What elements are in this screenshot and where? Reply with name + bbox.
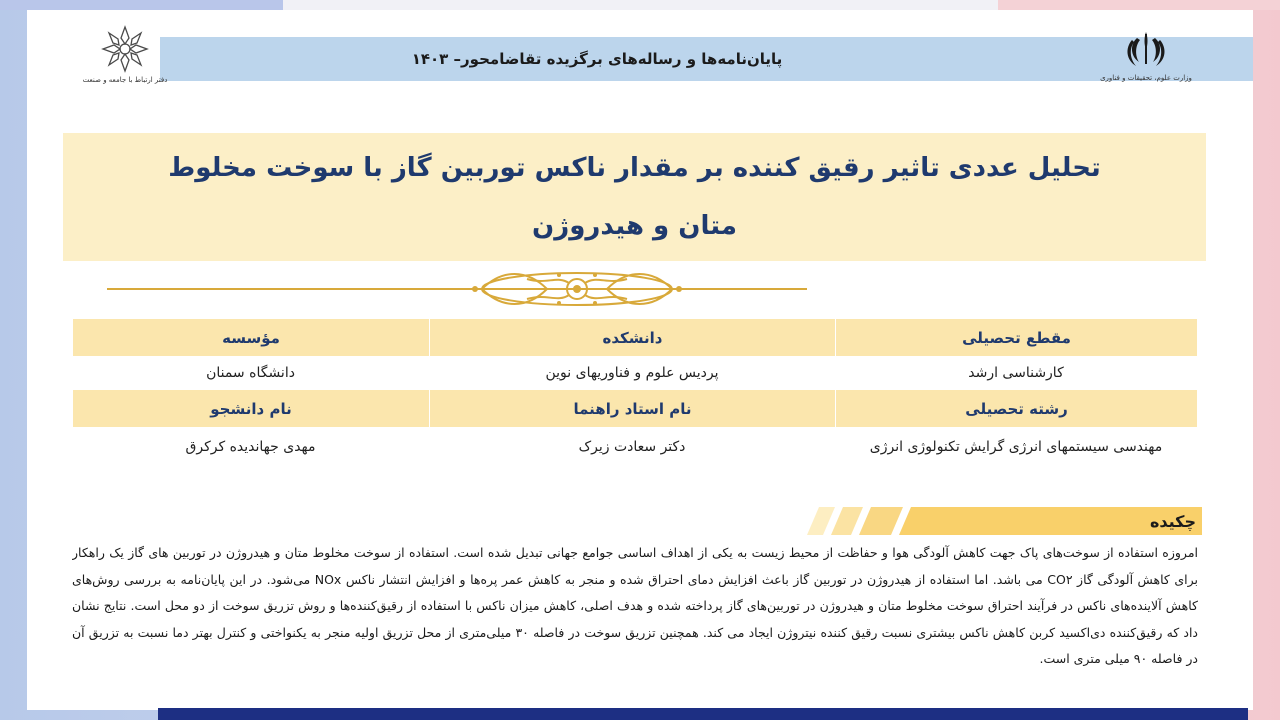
supervisor-label: نام استاد راهنما <box>429 390 835 427</box>
top-strip-right <box>998 0 1280 10</box>
abstract-text: امروزه استفاده از سوخت‌های پاک جهت کاهش آلودگی هوا و حفاظت از محیط زیست به یکی از اهداف اساسی جوامع جهانی تبدیل شده است. استفاده از سوخت مخلوط متان و هیدروژن در توربین های گاز یک راهکار برای کاهش آلودگی گاز CO۲ می باشد. اما استفاده از هیدروژن در توربین گاز باعث افزایش دمای احتراق شده و منجر به کاهش عمر پره‌ها و افزایش انتشار ناکس NOx می‌شود. در این پایان‌نامه به بررسی روش‌های کاهش آلاینده‌های ناکس در فرآیند احتراق سوخت مخلوط متان و هیدروژن در توربین‌های گاز پرداخته شده و هدف اصلی، کاهش میزان ناکس با استفاده از رقیق‌کننده‌ها و روش تزریق سوخت از دو محل است. نتایج نشان داد که رقیق‌کننده دی‌اکسید کربن کاهش ناکس بیشتری نسبت رقیق کننده نیتروژن ایجاد می کند. همچنین تزریق سوخت در فاصله ۳۰ میلی‌متری از محل تزریق اولیه منجر به یکنواختی و کنترل بهتر دما نسبت به تزریق آن در فاصله ۹۰ میلی متری است. <box>72 545 1198 666</box>
slide-page <box>27 10 1253 710</box>
degree-label: مقطع تحصیلی <box>835 319 1197 356</box>
thesis-title: تحلیل عددی تاثیر رقیق کننده بر مقدار ناکس توربین گاز با سوخت مخلوط متان و هیدروژن <box>168 153 1101 241</box>
field-label: رشته تحصیلی <box>835 390 1197 427</box>
institution-value: دانشگاه سمنان <box>206 365 295 381</box>
right-logo-caption: وزارت علوم، تحقیقات و فناوری <box>1100 74 1192 82</box>
info-header-row <box>72 390 1197 427</box>
top-strip-middle <box>283 0 998 10</box>
left-logo <box>82 24 168 92</box>
institution-label: مؤسسه <box>72 319 429 356</box>
left-logo-caption: دفتر ارتباط با جامعه و صنعت <box>82 76 168 84</box>
info-value-row <box>72 427 1197 495</box>
supervisor-value: دکتر سعادت زیرک <box>578 439 686 455</box>
gold-ornament-icon <box>107 265 807 315</box>
top-strip-left <box>0 0 283 10</box>
field-value: مهندسی سیستمهای انرژی گرایش تکنولوژی انرژی <box>869 439 1163 455</box>
right-logo <box>1100 28 1192 96</box>
student-label: نام دانشجو <box>72 390 429 427</box>
header-title: پایان‌نامه‌ها و رساله‌های برگزیده تقاضامحور– ۱۴۰۳ <box>411 50 783 68</box>
degree-value: کارشناسی ارشد <box>968 365 1064 381</box>
info-header-row <box>72 319 1197 356</box>
faculty-value: پردیس علوم و فناوریهای نوین <box>545 365 719 381</box>
thesis-info-table <box>72 319 1197 495</box>
info-value-row <box>72 356 1197 390</box>
abstract-label: چکیده <box>1149 511 1196 531</box>
faculty-label: دانشکده <box>429 319 835 356</box>
iran-emblem-icon <box>1123 28 1169 72</box>
thesis-title-box <box>63 133 1206 261</box>
student-value: مهدی جهاندیده کرکرق <box>185 439 316 455</box>
flower-emblem-icon <box>98 24 152 74</box>
bottom-bar <box>158 708 1248 720</box>
